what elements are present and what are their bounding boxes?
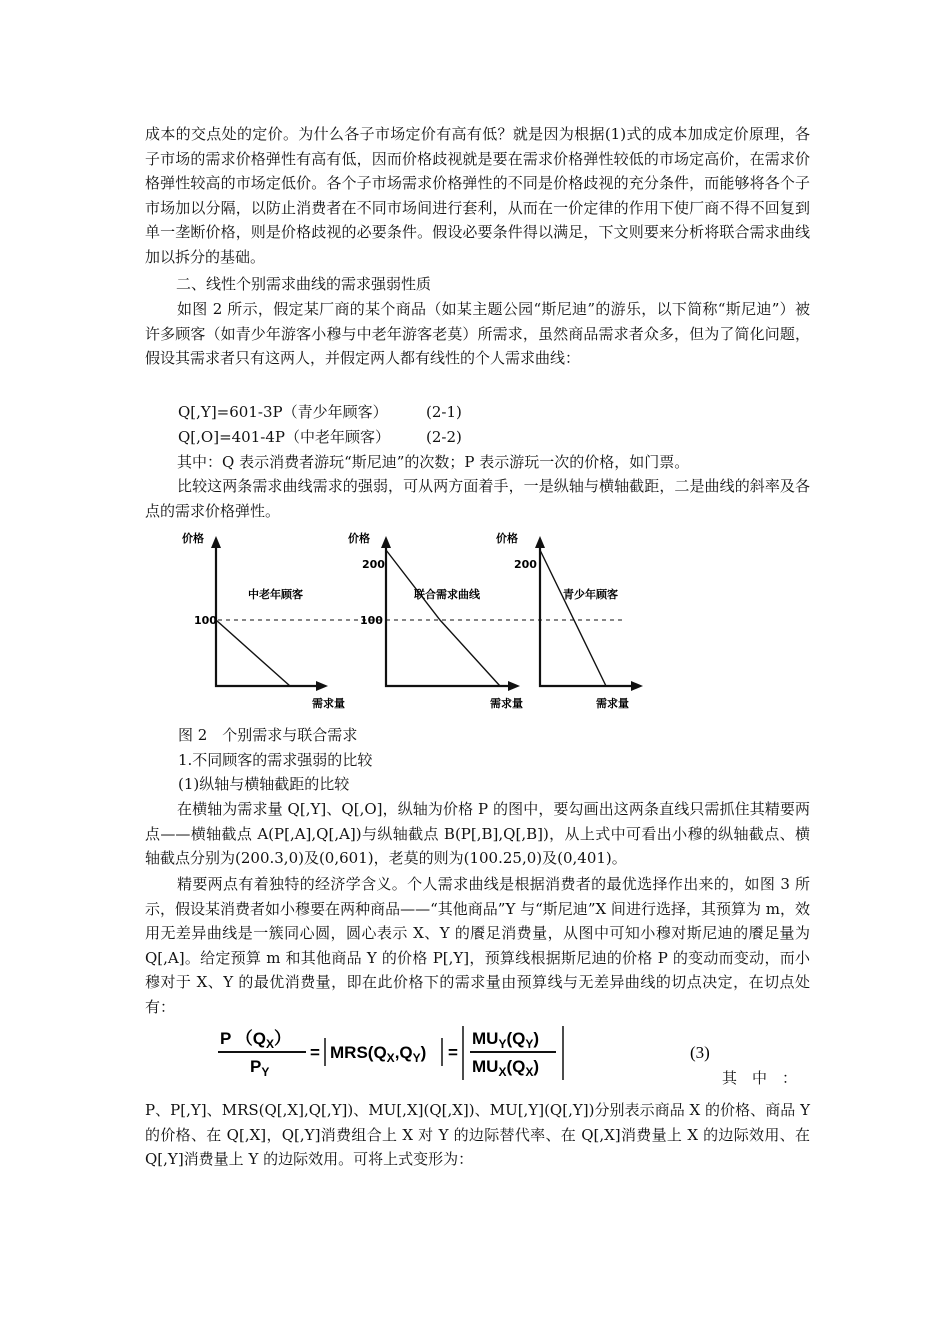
panel2-x-arrow bbox=[508, 681, 520, 691]
paragraph-price-discrimination: 成本的交点处的定价。为什么各子市场定价有高有低？就是因为根据(1)式的成本加成定价原理，各子市场的需求价格弹性有高有低，因而价格歧视就是要在需求价格弹性较低的市场定高价，在需求价格弹性较高的市场定低价。各个子市场需求价格弹性的不同是价格歧视的充分条件，而能够将各个子市场加以分隔，以防止消费者在不同市场间进行套利，从而在一价定律的作用下使厂商不得不回复到单一垄断价格，则是价格歧视的必要条件。假设必要条件得以满足，下文则要来分析将联合需求曲线加以拆分的基础。 bbox=[145, 125, 810, 266]
paragraph-economic-meaning: 精要两点有着独特的经济学含义。个人需求曲线是根据消费者的最优选择作出来的，如图 3 所示，假设某消费者如小穆要在两种商品——“其他商品”Y 与“斯尼迪”X 间进行选择，其预算为 m，效用无差异曲线是一簇同心圆，圆心表示 X、Y 的餍足消费量，从图中可知小穆对斯尼迪的餍足量为 Q[,A]。给定预算 m 和其他商品 Y 的价格 P[,Y]，预算线根据斯尼迪的价格 P 的变动而变动，而小穆对于 X、Y 的最优消费量，即在此价格下的需求量由预算线与无差异曲线的切点决定，在切点处有： bbox=[145, 875, 810, 1016]
panel1-ylabel: 价格 bbox=[182, 532, 204, 545]
formula-rhs-numerator: $MU_Y(Q_Y)$ bbox=[472, 1029, 540, 1051]
paragraph-figure2-intro: 如图 2 所示，假定某厂商的某个商品（如某主题公园“斯尼迪”的游乐，以下简称“斯尼迪”）被许多顾客（如青少年游客小穆与中老年游客老莫）所需求，虽然商品需求者众多，但为了简化问题，假设其需求者只有这两人，并假定两人都有线性的个人需求曲线： bbox=[145, 300, 810, 367]
subsection-1-1: (1)纵轴与横轴截距的比较 bbox=[178, 775, 350, 793]
figure-caption: 图 2 个别需求与联合需求 bbox=[178, 726, 358, 744]
panel3-x-arrow bbox=[631, 681, 643, 691]
panel1-xlabel: 需求量 bbox=[312, 697, 345, 710]
formula-number: (3) bbox=[690, 1043, 710, 1062]
formula-equals-1: = bbox=[310, 1043, 320, 1062]
panel3-tick-200: 200 bbox=[514, 558, 537, 571]
subsection-1: 1.不同顾客的需求强弱的比较 bbox=[178, 751, 373, 769]
panel-middle-aged bbox=[182, 531, 345, 710]
panel3-y-arrow bbox=[535, 536, 545, 548]
panel2-xlabel: 需求量 bbox=[490, 697, 523, 710]
panel1-x-arrow bbox=[316, 681, 328, 691]
formula-3 bbox=[210, 1022, 770, 1084]
panel2-y-arrow bbox=[381, 536, 391, 548]
panel1-y-arrow bbox=[211, 536, 221, 548]
panel1-tick-100: 100 bbox=[194, 614, 217, 627]
panel2-joint-demand-line bbox=[386, 550, 500, 686]
equation-2-1-text: Q[,Y]=601-3P（青少年顾客） bbox=[178, 403, 388, 421]
formula-equals-2: = bbox=[448, 1043, 458, 1062]
panel1-demand-line bbox=[216, 620, 290, 686]
formula-lhs-numerator: P $(Q_X)$ bbox=[220, 1029, 291, 1051]
equation-2-2-number: (2-2) bbox=[426, 428, 462, 446]
equation-2-1 bbox=[178, 400, 388, 424]
panel2-axes bbox=[386, 546, 508, 686]
paragraph-variable-definitions: 其中：Q 表示消费者游玩“斯尼迪”的次数；P 表示游玩一次的价格，如门票。 bbox=[177, 453, 690, 471]
panel3-curve-label: 青少年顾客 bbox=[563, 588, 618, 601]
formula-rhs-denominator: $MU_X(Q_X)$ bbox=[472, 1057, 540, 1079]
equation-2-2 bbox=[178, 425, 390, 449]
panel2-ylabel: 价格 bbox=[348, 532, 370, 545]
panel3-demand-line bbox=[540, 550, 606, 686]
panel2-tick-200: 200 bbox=[362, 558, 385, 571]
equation-2-1-number: (2-1) bbox=[426, 403, 462, 421]
section-heading: 二、线性个别需求曲线的需求强弱性质 bbox=[176, 275, 432, 293]
panel3-axes bbox=[540, 546, 633, 686]
panel1-curve-label: 中老年顾客 bbox=[248, 588, 303, 601]
figure-2-demand-curves bbox=[178, 528, 648, 718]
panel2-curve-label: 联合需求曲线 bbox=[414, 588, 480, 601]
panel3-xlabel: 需求量 bbox=[596, 697, 629, 710]
paragraph-intercepts: 在横轴为需求量 Q[,Y]、Q[,O]，纵轴为价格 P 的图中，要勾画出这两条直线只需抓住其精要两点——横轴截点 A(P[,A],Q[,A])与纵轴截点 B(P[,B],Q[,B])，从上式中可看出小穆的纵轴截点、横轴截点分别为(200.3,0)及(0,601)，老莫的则为(100.25,0)及(0,401)。 bbox=[145, 800, 810, 867]
formula-mrs: $MRS(Q_X,Q_Y)$ bbox=[330, 1043, 427, 1065]
panel2-tick-100: 100 bbox=[360, 614, 383, 627]
paragraph-comparison-approach: 比较这两条需求曲线需求的强弱，可从两方面着手，一是纵轴与横轴截距，二是曲线的斜率及各点的需求价格弹性。 bbox=[145, 477, 810, 520]
where-label: 其 中 ： bbox=[722, 1069, 798, 1087]
paragraph-symbol-definitions: P、P[,Y]、MRS(Q[,X],Q[,Y])、MU[,X](Q[,X])、MU[,Y](Q[,Y])分别表示商品 X 的价格、商品 Y 的价格、在 Q[,X]，Q[,Y]消费组合上 X 对 Y 的边际替代率、在 Q[,X]消费量上 X 的边际效用、在 Q[,Y]消费量上 Y 的边际效用。可将上式变形为： bbox=[145, 1101, 810, 1168]
formula-lhs-denominator: $P_Y$ bbox=[250, 1057, 270, 1079]
equation-2-2-text: Q[,O]=401-4P（中老年顾客） bbox=[178, 428, 390, 446]
panel3-ylabel: 价格 bbox=[496, 532, 518, 545]
